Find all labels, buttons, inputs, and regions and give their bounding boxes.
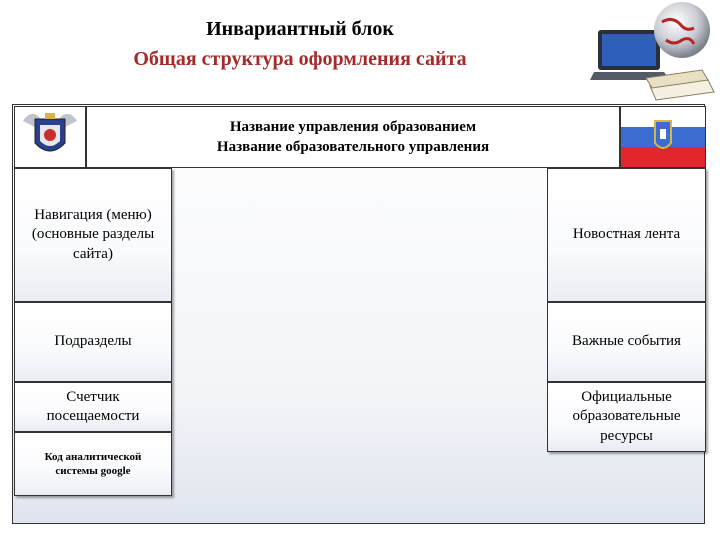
- important-events-box: [547, 302, 706, 382]
- navigation-menu-label: Навигация (меню) (основные разделы сайта): [31, 206, 155, 262]
- subsections-label: Подразделы: [54, 333, 132, 350]
- globe-laptop-books-icon: [590, 0, 720, 104]
- navigation-menu-box: [14, 168, 172, 302]
- header-line-1: Название управления образованием: [229, 118, 477, 135]
- visit-counter-label: Счетчик посещаемости: [46, 388, 140, 424]
- site-header: [86, 106, 620, 168]
- news-feed-box: [547, 168, 706, 302]
- flag-box: [620, 106, 706, 168]
- visit-counter-box: [14, 382, 172, 432]
- official-resources-box: [547, 382, 706, 452]
- slide-subtitle: Общая структура оформления сайта: [133, 48, 467, 70]
- header-line-2: Название образовательного управления: [216, 139, 490, 155]
- coat-of-arms-icon: [15, 107, 85, 167]
- analytics-code-label: Код аналитической системы google: [44, 450, 142, 477]
- news-feed-label: Новостная лента: [572, 226, 681, 243]
- subsections-box: [14, 302, 172, 382]
- slide-title: Инвариантный блок: [206, 18, 394, 40]
- emblem-box: [14, 106, 86, 168]
- official-resources-label: Официальные образовательные ресурсы: [572, 388, 681, 444]
- important-events-label: Важные события: [572, 333, 681, 350]
- analytics-code-box: [14, 432, 172, 496]
- regional-flag-icon: [621, 107, 705, 167]
